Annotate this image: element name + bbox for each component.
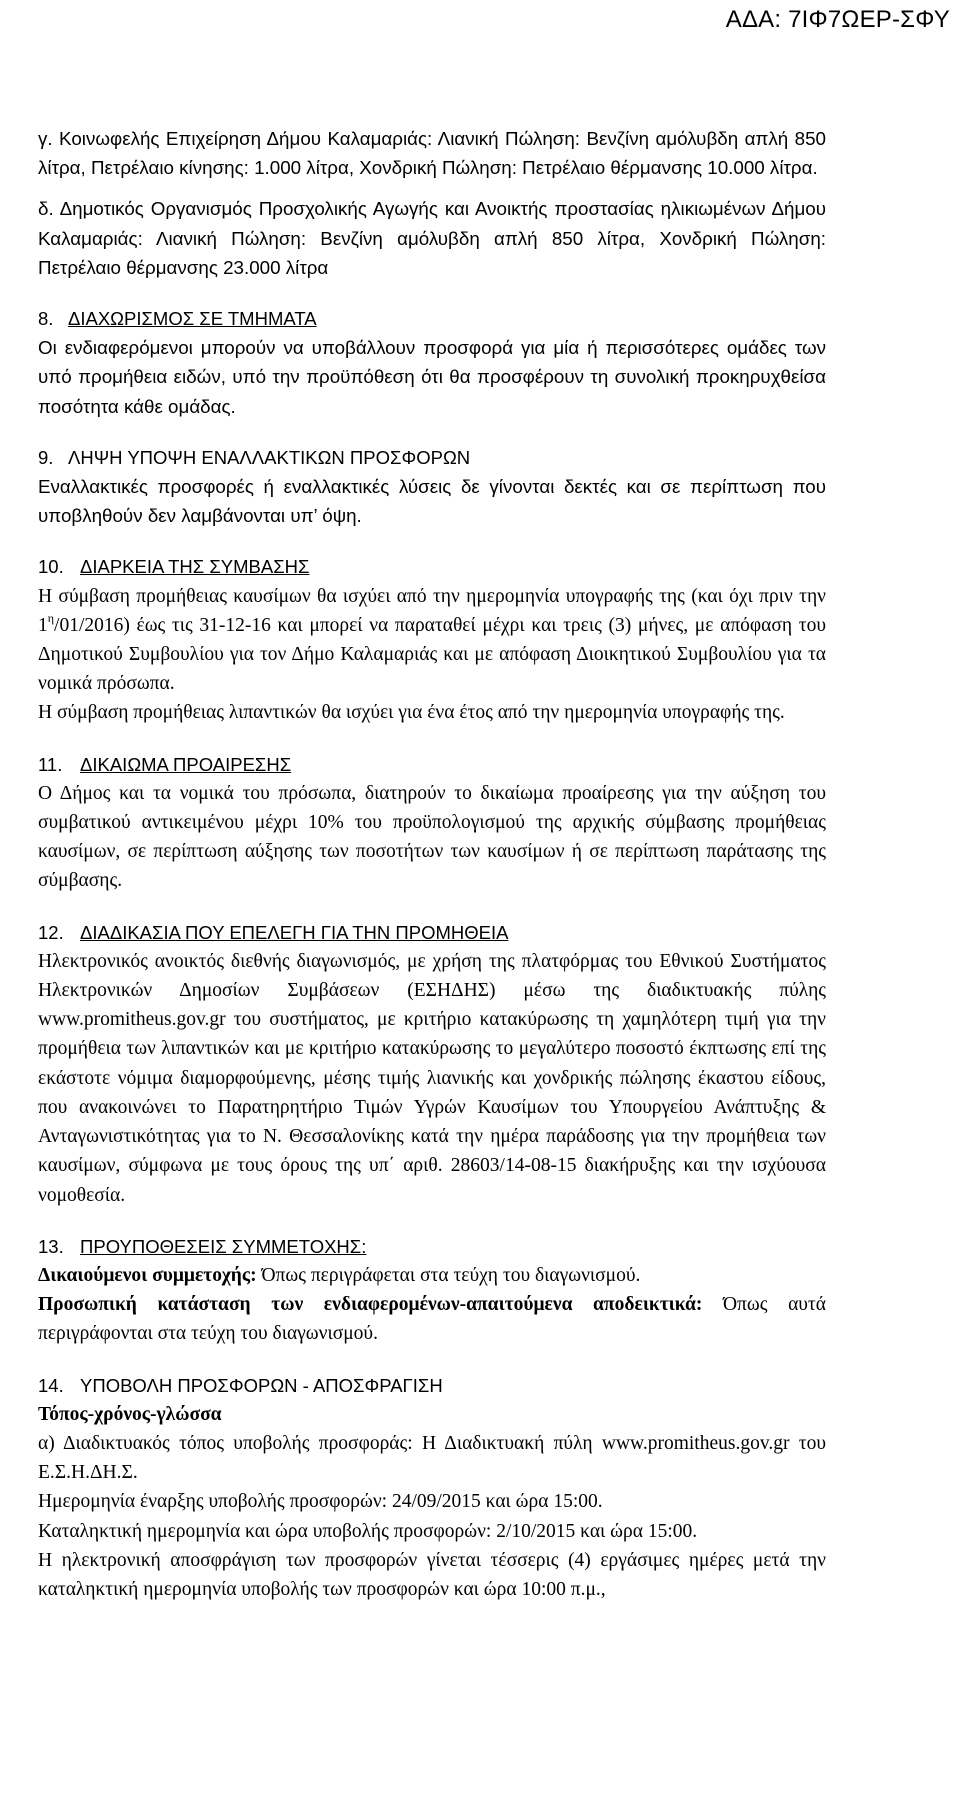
section-title: ΠΡΟΥΠΟΘΕΣΕΙΣ ΣΥΜΜΕΤΟΧΗΣ:	[80, 1235, 367, 1257]
ordinal-superscript: η	[47, 611, 55, 626]
section-number: 13.	[38, 1235, 64, 1257]
electronic-opening-line: Η ηλεκτρονική αποσφράγιση των προσφορών γίνεται τέσσερις (4) εργάσιμες ημέρες μετά την καταληκτική ημερομηνία υποβολής των προσφορών και ώρα 10:00 π.μ.,	[38, 1549, 826, 1600]
section-14-heading	[38, 1371, 826, 1400]
personal-status-text: Όπως αυτά περιγράφονται στα τεύχη του διαγωνισμού.	[38, 1294, 826, 1345]
submission-site-line: α) Διαδικτυακός τόπος υποβολής προσφοράς: Η Διαδικτυακή πύλη www.promitheus.gov.gr του Ε.Σ.Η.ΔΗ.Σ.	[38, 1432, 826, 1484]
section-13-line-1	[38, 1261, 826, 1290]
section-9	[38, 443, 826, 531]
section-title: ΔΙΑΡΚΕΙΑ ΤΗΣ ΣΥΜΒΑΣΗΣ	[80, 556, 310, 578]
section-10-heading	[38, 552, 826, 581]
participants-label: Δικαιούμενοι συμμετοχής:	[38, 1264, 257, 1286]
text-after-superscript: /01/2016) έως τις 31-12-16 και μπορεί να παραταθεί μέχρι και τρεις (3) μήνες, με απόφαση του Δημοτικού Συμβουλίου για τον Δήμο Καλαμαριάς και με απόφαση Διοικητικού Συμβουλίου για τα νομικά πρόσωπα.	[38, 614, 826, 695]
section-13-heading	[38, 1232, 826, 1261]
section-number: 9.	[38, 446, 54, 468]
section-14-subtitle: Τόπος-χρόνος-γλώσσα	[38, 1403, 222, 1425]
section-title: ΛΗΨΗ ΥΠΟΨΗ ΕΝΑΛΛΑΚΤΙΚΩΝ ΠΡΟΣΦΟΡΩΝ	[68, 446, 471, 468]
section-number: 11.	[38, 753, 63, 775]
section-12-heading	[38, 918, 826, 947]
section-11-body: Ο Δήμος και τα νομικά του πρόσωπα, διατηρούν το δικαίωμα προαίρεσης για την αύξηση του συμβατικού αντικειμένου μέχρι 10% του προϋπολογισμού της αρχικής σύμβασης προμήθειας καυσίμων, σε περίπτωση αύξησης των ποσοτήτων των καυσίμων ή σε περίπτωση παράτασης της σύμβασης.	[38, 782, 826, 892]
item-d-paragraph: δ. Δημοτικός Οργανισμός Προσχολικής Αγωγής και Ανοικτής προστασίας ηλικιωμένων Δήμου Καλαμαριάς: Λιανική Πώληση: Βενζίνη αμόλυβδη απλή 850 λίτρα, Χονδρική Πώληση: Πετρέλαιο θέρμανσης 23.000 λίτρα	[38, 198, 826, 278]
submission-end-line: Καταληκτική ημερομηνία και ώρα υποβολής προσφορών: 2/10/2015 και ώρα 15:00.	[38, 1520, 698, 1542]
section-title: ΥΠΟΒΟΛΗ ΠΡΟΣΦΟΡΩΝ - ΑΠΟΣΦΡΑΓΙΣΗ	[80, 1374, 443, 1396]
section-12-body: Ηλεκτρονικός ανοικτός διεθνής διαγωνισμός, με χρήση της πλατφόρμας του Εθνικού Συστήματος Ηλεκτρονικών Δημοσίων Συμβάσεων (ΕΣΗΔΗΣ) μέσω της διαδικτυακής πύλης www.promitheus.gov.gr του συστήματος, με κριτήριο κατακύρωσης τη χαμηλότερη τιμή για την προμήθεια των λιπαντικών και με κριτήριο κατακύρωσης το μεγαλύτερο ποσοστό έκπτωσης επί της εκάστοτε νόμιμα διαμορφούμενης, μέσης τιμής λιανικής και χονδρικής πώλησης έκαστου είδους, που ανακοινώνει το Παρατηρητήριο Τιμών Υγρών Καυσίμων του Υπουργείου Ανάπτυξης & Ανταγωνιστικότητας για το Ν. Θεσσαλονίκης κατά την ημέρα παράδοσης για την προμήθεια των καυσίμων, σύμφωνα με τους όρους της υπ΄ αριθ. 28603/14-08-15 διακήρυξης και την ισχύουσα νομοθεσία.	[38, 950, 826, 1206]
document-body	[38, 124, 826, 1604]
submission-start-line: Ημερομηνία έναρξης υποβολής προσφορών: 24/09/2015 και ώρα 15:00.	[38, 1491, 603, 1513]
section-title: ΔΙΑΔΙΚΑΣΙΑ ΠΟΥ ΕΠΕΛΕΓΗ ΓΙΑ ΤΗΝ ΠΡΟΜΗΘΕΙΑ	[80, 921, 509, 943]
section-8	[38, 304, 826, 421]
section-14	[38, 1371, 826, 1605]
section-number: 14.	[38, 1374, 64, 1396]
section-10-paragraph-2: Η σύμβαση προμήθειας λιπαντικών θα ισχύει για ένα έτος από την ημερομηνία υπογραφής της.	[38, 702, 785, 724]
section-8-body: Οι ενδιαφερόμενοι μπορούν να υποβάλλουν προσφορά για μία ή περισσότερες ομάδες των υπό προμήθεια ειδών, υπό την προϋπόθεση ότι θα προσφέρουν τη συνολική προκηρυχθείσα ποσότητα κάθε ομάδας.	[38, 337, 826, 417]
section-13-line-2	[38, 1290, 826, 1348]
section-8-heading	[38, 304, 826, 333]
section-11	[38, 750, 826, 896]
section-title: ΔΙΚΑΙΩΜΑ ΠΡΟΑΙΡΕΣΗΣ	[80, 753, 292, 775]
text-before-superscript: Η σύμβαση προμήθειας καυσίμων θα ισχύει από την ημερομηνία υπογραφής της (και όχι πριν την 1	[38, 585, 826, 636]
section-12	[38, 918, 826, 1210]
participants-text: Όπως περιγράφεται στα τεύχη του διαγωνισμού.	[256, 1264, 641, 1286]
item-g-paragraph: γ. Κοινωφελής Επιχείρηση Δήμου Καλαμαριάς: Λιανική Πώληση: Βενζίνη αμόλυβδη απλή 850 λίτρα, Πετρέλαιο κίνησης: 1.000 λίτρα, Χονδρική Πώληση: Πετρέλαιο θέρμανσης 10.000 λίτρα.	[38, 128, 826, 179]
ada-code: ΑΔΑ: 7ΙΦ7ΩΕΡ-ΣΦΥ	[725, 6, 950, 33]
section-11-heading	[38, 750, 826, 779]
section-number: 12.	[38, 921, 64, 943]
section-title: ΔΙΑΧΩΡΙΣΜΟΣ ΣΕ ΤΜΗΜΑΤΑ	[68, 308, 317, 330]
section-number: 8.	[38, 308, 54, 330]
section-9-heading	[38, 443, 826, 472]
section-9-body: Εναλλακτικές προσφορές ή εναλλακτικές λύσεις δε γίνονται δεκτές και σε περίπτωση που υποβληθούν δεν λαμβάνονται υπ’ όψη.	[38, 476, 826, 527]
section-13	[38, 1232, 826, 1349]
personal-status-label: Προσωπική κατάσταση των ενδιαφερομένων-απαιτούμενα αποδεικτικά:	[38, 1294, 703, 1316]
section-number: 10.	[38, 556, 64, 578]
section-10-paragraph-1	[38, 582, 826, 699]
section-10	[38, 552, 826, 727]
